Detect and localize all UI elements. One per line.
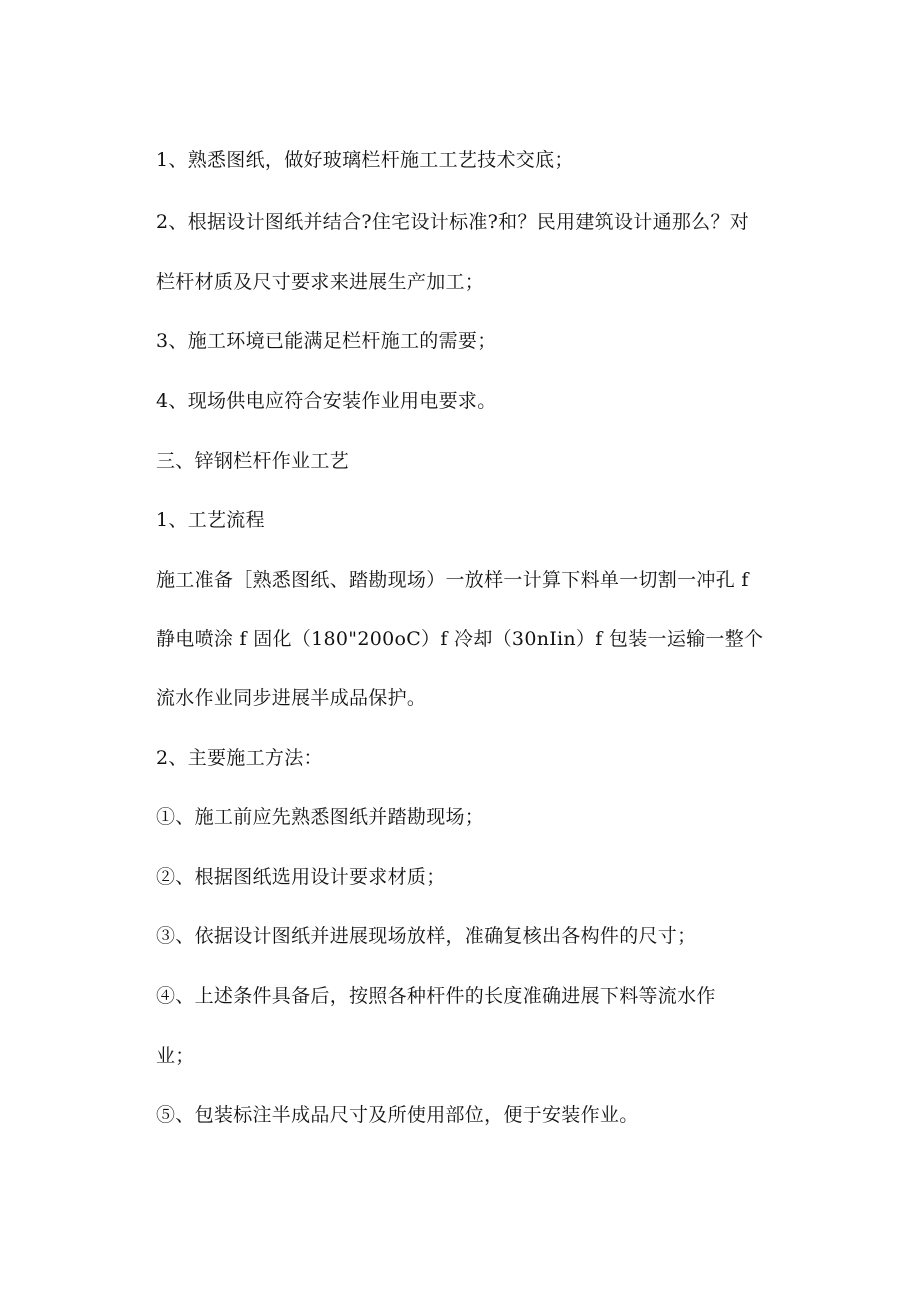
- text-line-2: 2、根据设计图纸并结合?住宅设计标准?和？民用建筑设计通那么？对: [156, 211, 750, 233]
- subsection-heading-1: 1、工艺流程: [156, 509, 265, 531]
- text-line-5: 4、现场供电应符合安装作业用电要求。: [156, 390, 497, 412]
- list-item-3: ③、依据设计图纸并进展现场放样，准确复核出各构件的尺寸；: [156, 925, 697, 947]
- text-line-4: 3、施工环境已能满足栏杆施工的需要；: [156, 330, 497, 352]
- text-line-9: 静电喷涂 f 固化（180"200oC）f 冷却（30nIin）f 包装一运输一整个: [156, 628, 764, 650]
- text-line-1: 1、熟悉图纸，做好玻璃栏杆施工工艺技术交底；: [156, 149, 574, 171]
- list-item-1: ①、施工前应先熟悉图纸并踏勘现场；: [156, 806, 485, 828]
- list-item-5: ⑤、包装标注半成品尺寸及所使用部位，便于安装作业。: [156, 1104, 639, 1126]
- list-item-4: ④、上述条件具备后，按照各种杆件的长度准确进展下料等流水作: [156, 985, 716, 1007]
- list-item-2: ②、根据图纸选用设计要求材质；: [156, 866, 446, 888]
- subsection-heading-2: 2、主要施工方法：: [156, 747, 323, 769]
- list-item-4-continued: 业；: [156, 1045, 195, 1067]
- text-line-3: 栏杆材质及尺寸要求来进展生产加工；: [156, 271, 485, 293]
- text-line-10: 流水作业同步进展半成品保护。: [156, 687, 427, 709]
- text-line-8: 施工准备［熟悉图纸、踏勘现场）一放样一计算下料单一切割一冲孔 f: [156, 569, 749, 591]
- section-heading: 三、锌钢栏杆作业工艺: [156, 450, 350, 472]
